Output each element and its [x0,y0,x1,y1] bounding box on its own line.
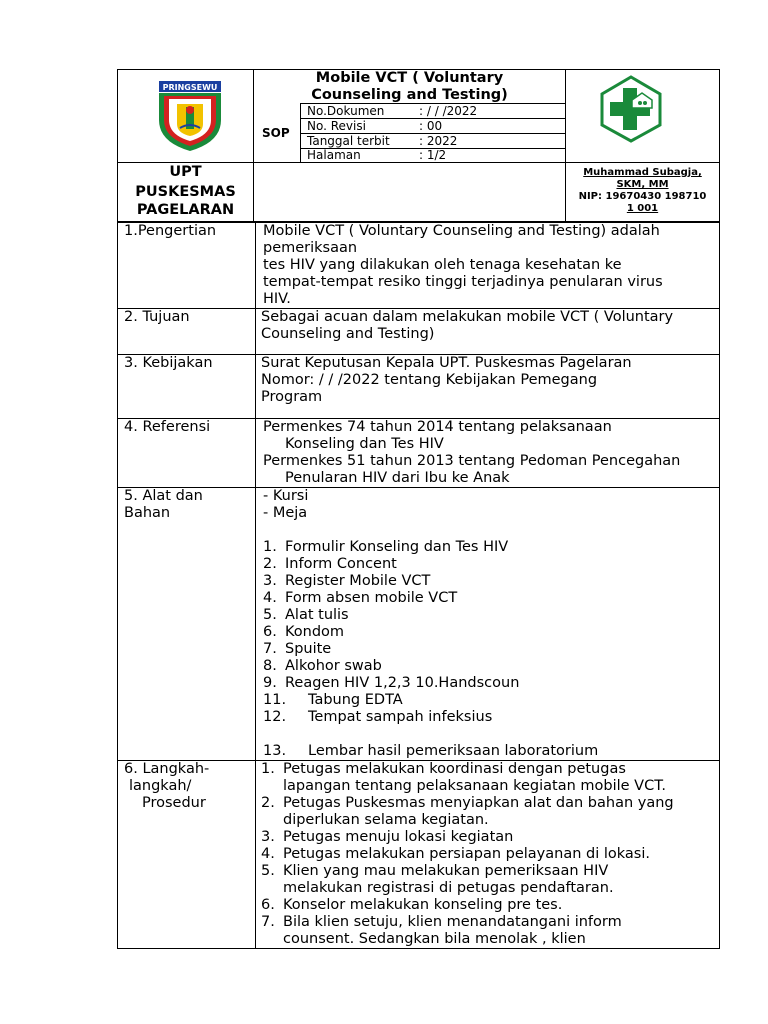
alat-item-number: 6. [263,624,277,640]
alat-item-number: 4. [263,590,277,606]
alat-item-text: Register Mobile VCT [285,573,431,589]
alat-item-number: 1. [263,539,277,555]
signer-nip-line2: 1 001 [626,203,659,214]
alat-item-text: Tabung EDTA [308,692,403,708]
step-text: Petugas melakukan persiapan pelayanan di lokasi. [283,846,650,862]
langkah-step [261,863,674,880]
meta-label-no-dokumen: No.Dokumen [307,104,385,118]
signer-nip-line1: NIP: 19670430 198710 [578,191,707,202]
step-text: Bila klien setuju, klien menandatangani inform [283,914,622,930]
pengertian-line: pemeriksaan [263,240,358,256]
alat-item [263,556,598,573]
step-number: 6. [261,897,275,913]
kebijakan-line: Program [261,389,323,405]
langkah-step [261,761,674,778]
pengertian-line: HIV. [263,291,291,307]
pengertian-line: tes HIV yang dilakukan oleh tenaga kesehatan ke [263,257,622,273]
referensi-item: Permenkes 51 tahun 2013 tentang Pedoman Pencegahan [263,453,681,469]
referensi-item-cont: Konseling dan Tes HIV [285,436,444,452]
section-label-alat [124,488,203,522]
meta-label-no-revisi: No. Revisi [307,119,366,133]
step-text: Klien yang mau melakukan pemeriksaan HIV [283,863,609,879]
alat-item-text: Lembar hasil pemeriksaan laboratorium [308,743,599,759]
meta-value-halaman: : 1/2 [419,148,447,162]
alat-item [263,624,598,641]
alat-item-number: 12. [263,709,287,725]
step-number: 4. [261,846,275,862]
section-body-tujuan [261,309,673,343]
alat-item-number: 8. [263,658,277,674]
meta-label-halaman: Halaman [307,148,361,162]
alat-item-number: 11. [263,692,287,708]
meta-label-tanggal: Tanggal terbit [307,134,390,148]
referensi-item-cont: Penularan HIV dari Ibu ke Anak [285,470,510,486]
regency-logo [155,80,225,152]
langkah-label-line3: Prosedur [142,795,206,811]
alat-item [263,658,598,675]
section-label-pengertian: 1.Pengertian [124,223,217,239]
meta-value-no-dokumen: : / / /2022 [419,104,478,118]
alat-item [263,692,598,709]
tujuan-line: Sebagai acuan dalam melakukan mobile VCT ( Voluntary [261,309,674,325]
section-body-langkah [261,761,674,948]
alat-item [263,590,598,607]
alat-item-text: Tempat sampah infeksius [308,709,493,725]
step-text-cont: counsent. Sedangkan bila menolak , klien [283,931,586,947]
langkah-step [261,795,674,812]
signer-name-line1: Muhammad Subagja, [583,167,702,178]
alat-bullet: - Meja [263,505,308,521]
step-text: Petugas menuju lokasi kegiatan [283,829,514,845]
langkah-step [261,846,674,863]
alat-item [263,641,598,658]
step-number: 3. [261,829,275,845]
meta-value-no-revisi: : 00 [419,119,443,133]
section-label-tujuan: 2. Tujuan [124,309,190,325]
pengertian-line: Mobile VCT ( Voluntary Counseling and Testing) adalah [263,223,660,239]
kebijakan-line: Nomor: / / /2022 tentang Kebijakan Pemegang [261,372,598,388]
alat-item-number: 5. [263,607,277,623]
step-number: 5. [261,863,275,879]
unit-line3: PAGELARAN [136,202,235,218]
document-title-line1: Mobile VCT ( Voluntary [315,70,504,86]
alat-label-line1: 5. Alat dan [124,488,203,504]
langkah-label-line2: langkah/ [129,778,192,794]
alat-item-text: Alat tulis [285,607,349,623]
puskesmas-logo [599,75,663,143]
alat-item-number: 9. [263,675,277,691]
alat-item [263,573,598,590]
step-text-cont: diperlukan selama kegiatan. [283,812,489,828]
tujuan-line: Counseling and Testing) [261,326,435,342]
unit-line1: UPT [169,164,202,180]
step-text-cont: melakukan registrasi di petugas pendaftaran. [283,880,614,896]
step-number: 2. [261,795,275,811]
alat-item-text: Alkohor swab [285,658,382,674]
alat-item [263,743,598,760]
kebijakan-line: Surat Keputusan Kepala UPT. Puskesmas Pagelaran [261,355,632,371]
alat-item-number: 2. [263,556,277,572]
step-number: 7. [261,914,275,930]
langkah-step [261,897,674,914]
alat-item [263,709,598,726]
alat-item-text: Kondom [285,624,345,640]
meta-value-tanggal: : 2022 [419,134,458,148]
alat-item [263,675,598,692]
alat-item-text: Inform Concent [285,556,397,572]
step-text-cont: lapangan tentang pelaksanaan kegiatan mobile VCT. [283,778,666,794]
logo-caption: PRINGSEWU [162,83,218,92]
langkah-step [261,914,674,931]
unit-line2: PUSKESMAS [135,184,236,200]
alat-label-line2: Bahan [124,505,171,521]
sop-label: SOP [262,126,290,140]
section-body-alat [263,488,598,760]
alat-item-text: Reagen HIV 1,2,3 10.Handscoun [285,675,520,691]
section-body-kebijakan [261,355,632,406]
document-title-line2: Counseling and Testing) [311,87,508,103]
signer-name-line2: SKM, MM [616,179,669,190]
alat-bullet: - Kursi [263,488,309,504]
step-number: 1. [261,761,275,777]
langkah-label-line1: 6. Langkah- [124,761,210,777]
section-label-langkah [124,761,209,812]
alat-item [263,539,598,556]
section-body-referensi [263,419,680,487]
referensi-item: Permenkes 74 tahun 2014 tentang pelaksanaan [263,419,612,435]
langkah-step [261,829,674,846]
section-label-referensi: 4. Referensi [124,419,211,435]
step-text: Petugas melakukan koordinasi dengan petugas [283,761,626,777]
alat-item-text: Form absen mobile VCT [285,590,458,606]
alat-item-text: Spuite [285,641,332,657]
step-text: Petugas Puskesmas menyiapkan alat dan bahan yang [283,795,674,811]
step-text: Konselor melakukan konseling pre tes. [283,897,563,913]
section-label-kebijakan: 3. Kebijakan [124,355,213,371]
alat-item-number: 3. [263,573,277,589]
alat-item-text: Formulir Konseling dan Tes HIV [285,539,509,555]
alat-item-number: 13. [263,743,287,759]
alat-item [263,607,598,624]
pengertian-line: tempat-tempat resiko tinggi terjadinya penularan virus [263,274,663,290]
alat-item-number: 7. [263,641,277,657]
section-body-pengertian [263,223,663,308]
